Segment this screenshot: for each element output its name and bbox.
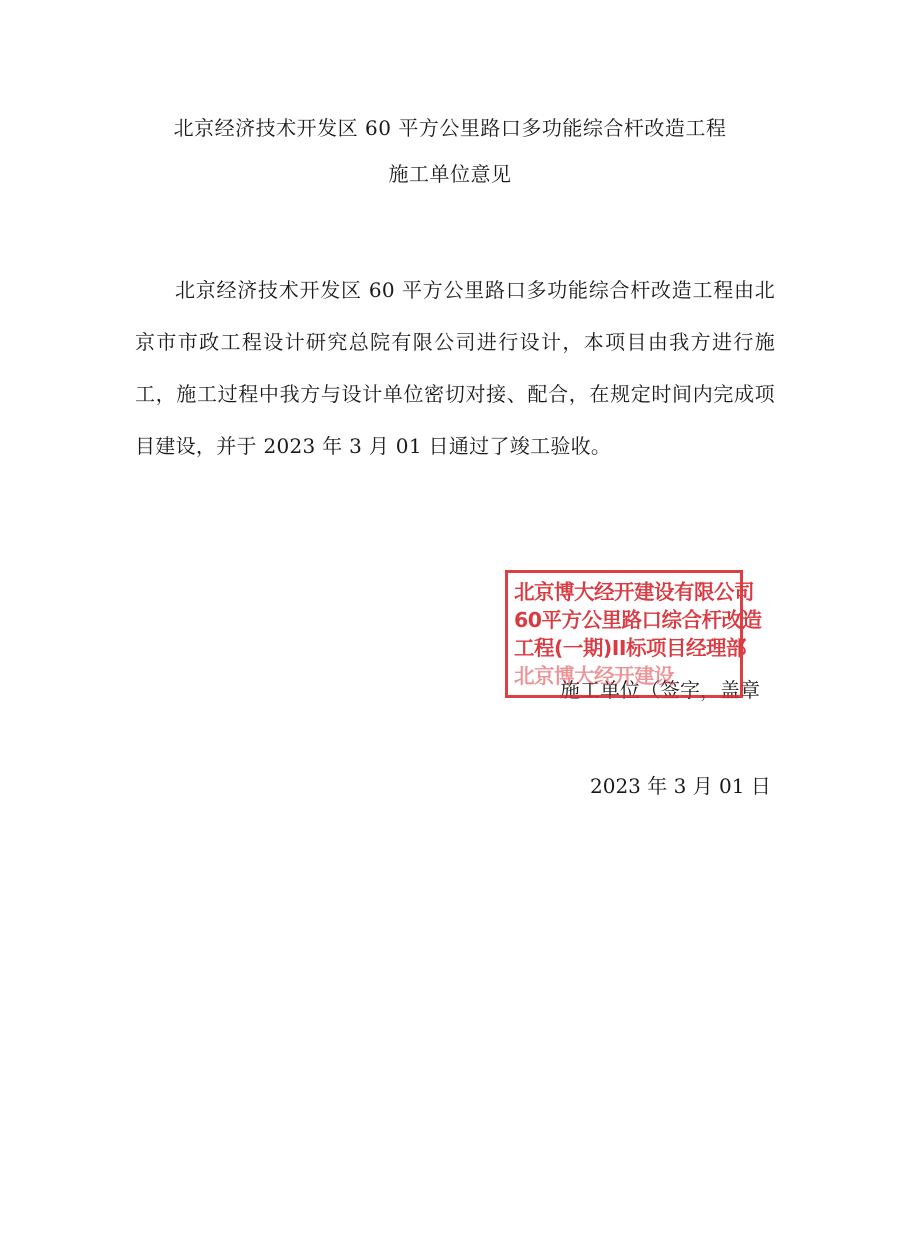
document-subtitle: 施工单位意见 — [388, 162, 512, 186]
seal-line-1: 北京博大经开建设有限公司 — [514, 580, 754, 604]
signature-label: 施工单位（签字，盖章 — [560, 678, 760, 702]
opinion-body: 北京经济技术开发区 60 平方公里路口多功能综合杆改造工程由北京市市政工程设计研究总院有限公司进行设计，本项目由我方进行施工，施工过程中我方与设计单位密切对接、配合，在规定时间内完成项目建设，并于 2023 年 3 月 01 日通过了竣工验收。 — [135, 278, 775, 458]
seal-line-2: 60平方公里路口综合杆改造 — [514, 608, 762, 632]
seal-line-4: 北京博大经开建设 — [514, 664, 674, 688]
document-date: 2023 年 3 月 01 日 — [590, 774, 771, 798]
company-seal — [505, 570, 762, 698]
document-title: 北京经济技术开发区 60 平方公里路口多功能综合杆改造工程 — [173, 116, 727, 140]
seal-line-3: 工程(一期)II标项目经理部 — [514, 636, 746, 660]
